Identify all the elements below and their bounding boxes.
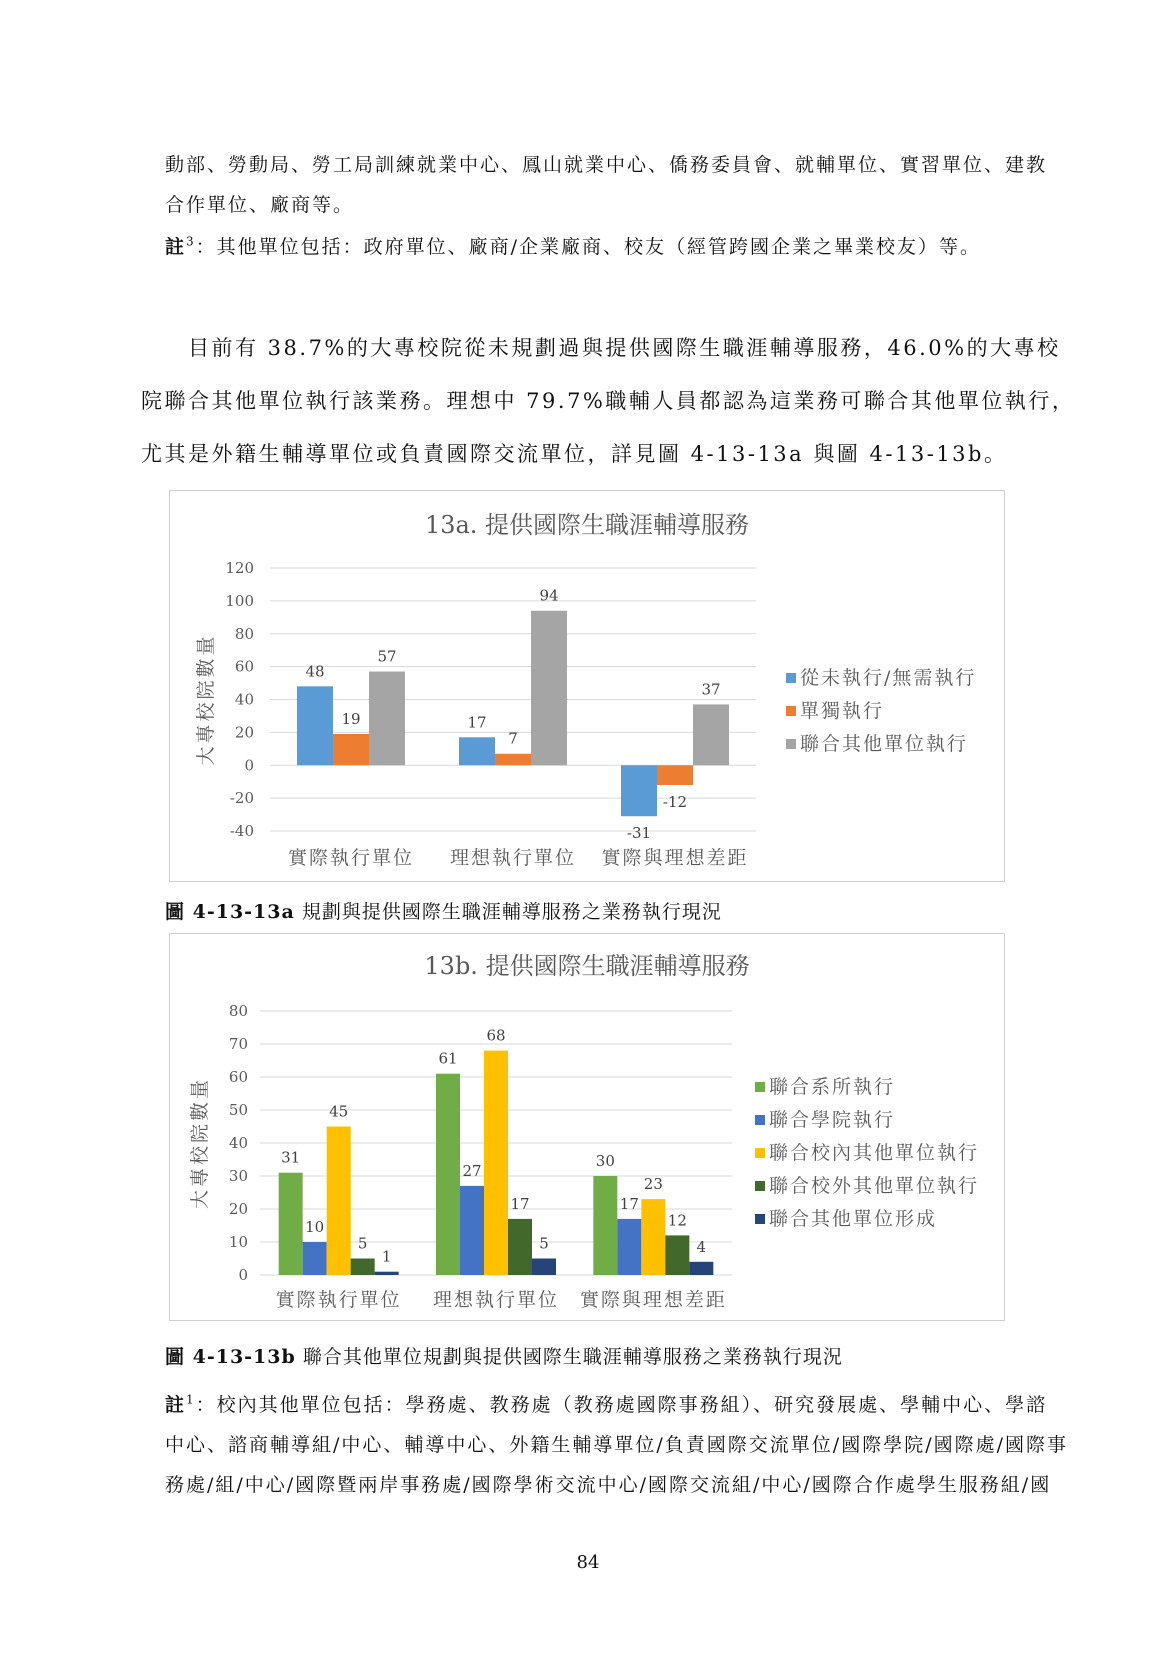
data-label: 30 — [595, 1152, 615, 1170]
data-label: 10 — [305, 1218, 325, 1236]
x-tick-label: 理想執行單位 — [432, 1289, 560, 1311]
data-label: -31 — [626, 824, 652, 843]
y-tick-label: 50 — [228, 1101, 248, 1119]
note-text: ：校內其他單位包括：學務處、教務處（教務處國際事務組）、研究發展處、學輔中心、學諮 — [195, 1394, 1048, 1416]
data-label: 17 — [510, 1194, 530, 1213]
text-line: 動部、勞動局、勞工局訓練就業中心、鳳山就業中心、僑務委員會、就輔單位、實習單位、建教 — [165, 154, 1048, 176]
y-tick-label: 60 — [234, 657, 254, 676]
bar — [593, 1176, 617, 1275]
legend-entry: 聯合其他單位執行 — [800, 733, 969, 755]
bar — [693, 704, 729, 765]
data-label: 5 — [539, 1234, 549, 1253]
bar — [333, 734, 369, 765]
text-line: 合作單位、廠商等。 — [165, 194, 355, 216]
y-tick-label: 40 — [234, 690, 254, 709]
y-tick-label: 100 — [225, 591, 254, 610]
figure-caption-b — [165, 1342, 843, 1369]
bar — [436, 1074, 460, 1275]
legend-swatch — [755, 1115, 765, 1125]
caption-text: 聯合其他單位規劃與提供國際生職涯輔導服務之業務執行現況 — [295, 1346, 843, 1368]
legend-entry: 單獨執行 — [800, 700, 885, 722]
legend-swatch — [786, 673, 796, 683]
note-text: ：其他單位包括：政府單位、廠商/企業廠商、校友（經管跨國企業之畢業校友）等。 — [195, 236, 982, 258]
y-axis-label: 大專校院數量 — [189, 1076, 211, 1210]
legend-entry: 從未執行/無需執行 — [800, 667, 977, 689]
y-tick-label: -20 — [229, 789, 254, 808]
y-tick-label: 30 — [228, 1167, 248, 1185]
legend-swatch — [755, 1082, 765, 1092]
data-label: 19 — [341, 710, 361, 729]
bar — [531, 611, 567, 766]
bar — [508, 1219, 532, 1275]
paragraph-line: 院聯合其他單位執行該業務。理想中 79.7%職輔人員都認為這業務可聯合其他單位執行， — [141, 389, 1076, 413]
paragraph-line: 目前有 38.7%的大專校院從未規劃過與提供國際生職涯輔導服務，46.0%的大專校 — [188, 336, 1061, 360]
data-label: 1 — [381, 1247, 392, 1266]
y-tick-label: 70 — [228, 1035, 248, 1053]
paragraph-line: 尤其是外籍生輔導單位或負責國際交流單位，詳見圖 4-13-13a 與圖 4-13-13b。 — [141, 442, 1008, 466]
note-label: 註 — [165, 236, 187, 258]
legend-entry: 聯合學院執行 — [769, 1109, 896, 1131]
data-label: 17 — [467, 713, 487, 732]
data-label: -12 — [662, 792, 688, 811]
bar — [297, 686, 333, 765]
caption-text: 規劃與提供國際生職涯輔導服務之業務執行現況 — [294, 901, 722, 923]
x-tick-label: 實際執行單位 — [275, 1289, 402, 1311]
legend-entry: 聯合其他單位形成 — [769, 1208, 938, 1230]
data-label: 7 — [508, 729, 518, 748]
y-tick-label: 10 — [228, 1233, 248, 1251]
y-tick-label: 80 — [234, 624, 254, 643]
y-tick-label: 0 — [244, 756, 254, 775]
text-line: 中心、諮商輔導組/中心、輔導中心、外籍生輔導單位/負責國際交流單位/國際學院/國際處/國際事 — [165, 1434, 1069, 1456]
x-tick-label: 理想執行單位 — [449, 847, 577, 869]
x-tick-label: 實際執行單位 — [287, 847, 415, 869]
y-tick-label: 40 — [228, 1134, 248, 1152]
bar — [303, 1242, 327, 1275]
page-number: 84 — [576, 1552, 600, 1573]
data-label: 5 — [357, 1234, 368, 1253]
note-superscript: 3 — [186, 234, 196, 249]
bar — [351, 1259, 375, 1276]
legend-swatch — [786, 739, 796, 749]
data-label: 68 — [486, 1026, 506, 1045]
text-line: 務處/組/中心/國際暨兩岸事務處/國際學術交流中心/國際交流組/中心/國際合作處學生服務組/國 — [165, 1474, 1052, 1496]
chart-title: 13a. 提供國際生職涯輔導服務 — [424, 511, 750, 539]
data-label: 4 — [696, 1237, 707, 1256]
bar — [621, 765, 657, 816]
data-label: 45 — [329, 1102, 349, 1121]
data-label: 37 — [701, 680, 721, 699]
figure-caption-a — [165, 897, 722, 924]
chart-13a-svg — [170, 491, 1004, 881]
legend-swatch — [755, 1214, 765, 1224]
note-superscript: 1 — [186, 1392, 196, 1407]
y-tick-label: 0 — [238, 1266, 248, 1284]
bar — [689, 1262, 713, 1275]
data-label: 23 — [643, 1175, 663, 1194]
legend-swatch — [755, 1148, 765, 1158]
legend-swatch — [755, 1181, 765, 1191]
legend-entry: 聯合校外其他單位執行 — [769, 1175, 980, 1197]
data-label: 57 — [377, 647, 397, 666]
x-tick-label: 實際與理想差距 — [601, 847, 749, 869]
data-label: 27 — [462, 1161, 482, 1180]
chart-13b-svg — [170, 934, 1004, 1320]
data-label: 61 — [438, 1049, 458, 1068]
note-label: 註 — [165, 1394, 187, 1416]
y-tick-label: 120 — [225, 559, 254, 577]
y-tick-label: -40 — [229, 822, 254, 840]
bar — [665, 1235, 689, 1275]
note-3 — [165, 232, 981, 259]
bar — [484, 1051, 508, 1275]
bar — [657, 765, 693, 785]
legend-entry: 聯合系所執行 — [769, 1076, 896, 1098]
bar — [532, 1259, 556, 1276]
legend-swatch — [786, 706, 796, 716]
bar — [495, 754, 531, 766]
bar — [459, 737, 495, 765]
legend-entry: 聯合校內其他單位執行 — [769, 1142, 980, 1164]
bar — [375, 1272, 399, 1275]
chart-13b — [169, 933, 1005, 1321]
data-label: 48 — [305, 662, 325, 681]
caption-number: 圖 4-13-13b — [165, 1346, 296, 1368]
y-axis-label: 大專校院數量 — [195, 633, 217, 766]
data-label: 12 — [667, 1211, 687, 1230]
chart-title: 13b. 提供國際生職涯輔導服務 — [424, 952, 750, 980]
bar — [617, 1219, 641, 1275]
bar — [279, 1173, 303, 1275]
note-1 — [165, 1390, 1047, 1417]
y-tick-label: 20 — [234, 723, 254, 742]
chart-13a — [169, 490, 1005, 882]
data-label: 31 — [281, 1148, 301, 1167]
y-tick-label: 60 — [228, 1068, 248, 1086]
x-tick-label: 實際與理想差距 — [579, 1289, 727, 1311]
y-tick-label: 20 — [228, 1200, 248, 1218]
bar — [641, 1199, 665, 1275]
bar — [369, 672, 405, 766]
bar — [327, 1127, 351, 1276]
data-label: 17 — [619, 1194, 639, 1213]
data-label: 94 — [539, 586, 559, 605]
bar — [460, 1186, 484, 1275]
y-tick-label: 80 — [228, 1002, 248, 1020]
caption-number: 圖 4-13-13a — [165, 901, 295, 923]
